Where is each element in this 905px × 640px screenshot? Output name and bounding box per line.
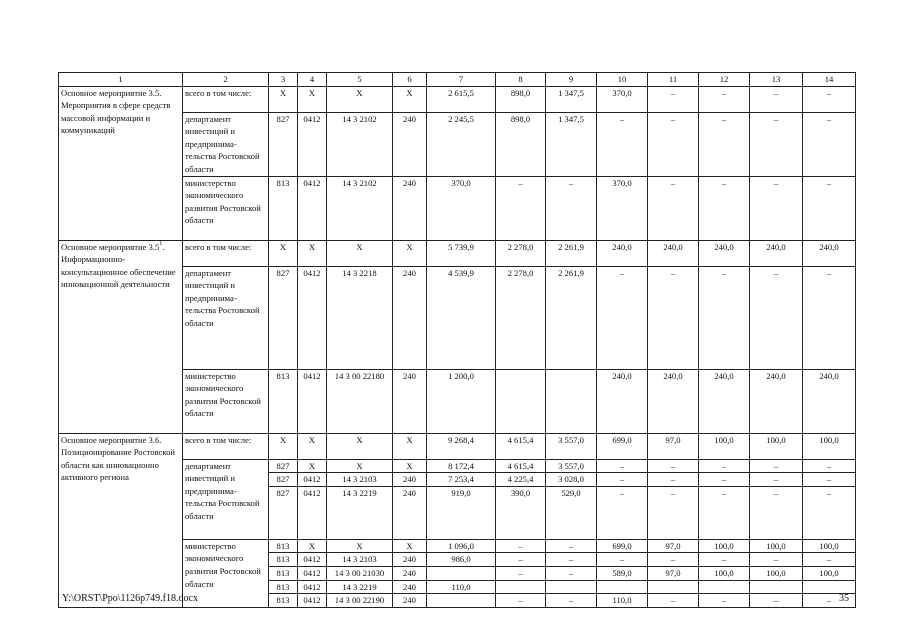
value-cell: 0412 [298, 553, 327, 567]
value-cell: X [298, 240, 327, 266]
value-cell: 240 [393, 566, 427, 580]
value-cell: 0412 [298, 112, 327, 176]
value-cell [803, 580, 856, 594]
value-cell: – [803, 459, 856, 473]
value-cell: 0412 [298, 266, 327, 369]
value-cell: 1 096,0 [427, 539, 496, 553]
value-cell: – [699, 176, 750, 240]
value-cell: X [269, 86, 298, 112]
value-cell: 813 [269, 369, 298, 433]
value-cell: 14 3 00 22190 [327, 594, 393, 608]
value-cell: 2 261,9 [546, 240, 597, 266]
executor-label: всего в том числе: [183, 433, 269, 459]
value-cell: – [699, 473, 750, 487]
column-number-header: 13 [750, 73, 803, 87]
value-cell: 3 028,0 [546, 473, 597, 487]
value-cell: – [597, 459, 648, 473]
value-cell: 370,0 [597, 176, 648, 240]
column-number-header: 5 [327, 73, 393, 87]
value-cell: 4 615,4 [496, 433, 546, 459]
value-cell: 813 [269, 580, 298, 594]
value-cell: 100,0 [699, 539, 750, 553]
executor-label: министерство экономического развития Ростовской области [183, 369, 269, 433]
value-cell: 699,0 [597, 539, 648, 553]
value-cell: 813 [269, 594, 298, 608]
column-number-header: 14 [803, 73, 856, 87]
executor-label: департамент инвестиций и предпринима-тельства Ростовской области [183, 266, 269, 369]
value-cell: 0412 [298, 580, 327, 594]
value-cell: 100,0 [803, 539, 856, 553]
value-cell: X [327, 433, 393, 459]
value-cell: X [298, 459, 327, 473]
value-cell: – [648, 486, 699, 539]
value-cell: 529,0 [546, 486, 597, 539]
value-cell: 110,0 [597, 594, 648, 608]
value-cell: 813 [269, 176, 298, 240]
value-cell: 0412 [298, 594, 327, 608]
value-cell [750, 580, 803, 594]
value-cell: 14 3 2102 [327, 112, 393, 176]
value-cell: – [699, 553, 750, 567]
value-cell: 240 [393, 369, 427, 433]
value-cell: 813 [269, 539, 298, 553]
value-cell: 370,0 [597, 86, 648, 112]
column-number-header: 3 [269, 73, 298, 87]
value-cell: 2 245,5 [427, 112, 496, 176]
value-cell: – [597, 486, 648, 539]
value-cell: X [298, 86, 327, 112]
value-cell: 100,0 [750, 566, 803, 580]
value-cell: – [496, 566, 546, 580]
value-cell: 3 557,0 [546, 459, 597, 473]
table-row [59, 86, 856, 112]
value-cell: X [298, 539, 327, 553]
value-cell: – [597, 112, 648, 176]
value-cell: X [393, 86, 427, 112]
value-cell: X [327, 459, 393, 473]
value-cell: 14 3 2103 [327, 553, 393, 567]
value-cell: 240,0 [648, 240, 699, 266]
value-cell: 240 [393, 473, 427, 487]
value-cell: 0412 [298, 473, 327, 487]
table-row [59, 433, 856, 459]
value-cell: 240,0 [597, 369, 648, 433]
value-cell: 986,0 [427, 553, 496, 567]
column-number-header: 8 [496, 73, 546, 87]
value-cell [597, 580, 648, 594]
value-cell: X [327, 86, 393, 112]
column-number-header: 6 [393, 73, 427, 87]
value-cell [427, 566, 496, 580]
column-number-header: 2 [183, 73, 269, 87]
value-cell: 1 200,0 [427, 369, 496, 433]
value-cell: – [648, 176, 699, 240]
value-cell: – [750, 86, 803, 112]
column-number-header: 9 [546, 73, 597, 87]
value-cell: – [496, 594, 546, 608]
value-cell: – [750, 266, 803, 369]
value-cell: – [648, 473, 699, 487]
value-cell: 919,0 [427, 486, 496, 539]
value-cell: 110,0 [427, 580, 496, 594]
value-cell: – [750, 459, 803, 473]
value-cell: – [648, 553, 699, 567]
value-cell: 240 [393, 112, 427, 176]
value-cell: 14 3 00 21030 [327, 566, 393, 580]
column-number-header: 1 [59, 73, 183, 87]
value-cell: – [546, 539, 597, 553]
value-cell: X [298, 433, 327, 459]
value-cell: – [750, 112, 803, 176]
value-cell: 240 [393, 176, 427, 240]
value-cell: X [269, 240, 298, 266]
value-cell: X [393, 240, 427, 266]
value-cell: 827 [269, 266, 298, 369]
value-cell: – [597, 553, 648, 567]
value-cell [546, 369, 597, 433]
value-cell: – [648, 112, 699, 176]
value-cell: – [803, 486, 856, 539]
value-cell: – [496, 553, 546, 567]
value-cell: X [393, 433, 427, 459]
value-cell: 240,0 [750, 369, 803, 433]
value-cell: X [269, 433, 298, 459]
value-cell: 813 [269, 566, 298, 580]
activity-title: Основное мероприятие 3.6. Позиционирование Ростовской области как инновационно активного региона [59, 433, 183, 607]
executor-label: всего в том числе: [183, 86, 269, 112]
activity-title-main: Основное мероприятие 3.5 [61, 241, 160, 252]
value-cell [496, 369, 546, 433]
value-cell: – [803, 266, 856, 369]
value-cell: 0412 [298, 566, 327, 580]
value-cell: 240,0 [750, 240, 803, 266]
value-cell: 97,0 [648, 539, 699, 553]
value-cell: – [648, 86, 699, 112]
executor-label: всего в том числе: [183, 240, 269, 266]
value-cell: 100,0 [750, 433, 803, 459]
activity-title: Основное мероприятие 3.5. Мероприятия в сфере средств массовой информации и коммуникаций [59, 86, 183, 240]
executor-label: департамент инвестиций и предпринима-тельства Ростовской области [183, 112, 269, 176]
value-cell: 97,0 [648, 566, 699, 580]
value-cell: 898,0 [496, 86, 546, 112]
value-cell: 240 [393, 580, 427, 594]
value-cell: – [496, 539, 546, 553]
value-cell: – [803, 176, 856, 240]
value-cell: – [699, 486, 750, 539]
value-cell: – [803, 594, 856, 608]
activity-title-superscript: 1 [159, 240, 163, 247]
value-cell: 240 [393, 594, 427, 608]
value-cell: 827 [269, 459, 298, 473]
value-cell: 2 278,0 [496, 266, 546, 369]
value-cell: 240 [393, 486, 427, 539]
value-cell: 589,0 [597, 566, 648, 580]
value-cell: 8 172,4 [427, 459, 496, 473]
value-cell: – [546, 594, 597, 608]
column-number-header: 7 [427, 73, 496, 87]
value-cell [699, 580, 750, 594]
value-cell: 2 261,9 [546, 266, 597, 369]
column-number-header: 12 [699, 73, 750, 87]
value-cell: – [750, 594, 803, 608]
value-cell: – [750, 553, 803, 567]
value-cell: 827 [269, 112, 298, 176]
value-cell: 9 268,4 [427, 433, 496, 459]
activity-title-rest: . Информационно-консультационное обеспечение инновационной деятельности [61, 241, 176, 290]
value-cell: – [597, 266, 648, 369]
executor-label: министерство экономического развития Ростовской области [183, 539, 269, 607]
value-cell: – [699, 86, 750, 112]
value-cell: 7 253,4 [427, 473, 496, 487]
value-cell: 898,0 [496, 112, 546, 176]
executor-label: министерство экономического развития Ростовской области [183, 176, 269, 240]
column-number-header: 10 [597, 73, 648, 87]
value-cell: 240,0 [597, 240, 648, 266]
value-cell: – [803, 112, 856, 176]
value-cell: – [496, 176, 546, 240]
value-cell: 0412 [298, 176, 327, 240]
value-cell: 240,0 [803, 369, 856, 433]
footer-page-number: 35 [839, 593, 849, 604]
value-cell: 100,0 [803, 566, 856, 580]
value-cell: – [750, 176, 803, 240]
value-cell: 240,0 [803, 240, 856, 266]
value-cell: 14 3 00 22180 [327, 369, 393, 433]
value-cell: 14 3 2219 [327, 486, 393, 539]
value-cell: 4 539,9 [427, 266, 496, 369]
value-cell: 14 3 2103 [327, 473, 393, 487]
value-cell: – [750, 473, 803, 487]
value-cell: – [648, 266, 699, 369]
column-number-header: 4 [298, 73, 327, 87]
value-cell: 14 3 2219 [327, 580, 393, 594]
value-cell: X [393, 459, 427, 473]
value-cell: – [803, 86, 856, 112]
header-row [59, 73, 856, 87]
executor-label: департамент инвестиций и предпринима-тельства Ростовской области [183, 459, 269, 539]
footer-file-path: Y:\ORST\Ppo\1126p749.f18.docx [62, 593, 198, 604]
value-cell: 100,0 [750, 539, 803, 553]
value-cell: 240 [393, 553, 427, 567]
value-cell: 14 3 2102 [327, 176, 393, 240]
value-cell: 2 278,0 [496, 240, 546, 266]
value-cell: 240,0 [699, 369, 750, 433]
activity-title [59, 240, 183, 433]
value-cell: 699,0 [597, 433, 648, 459]
value-cell: 240 [393, 266, 427, 369]
value-cell: 1 347,5 [546, 112, 597, 176]
value-cell: X [327, 539, 393, 553]
value-cell: – [750, 486, 803, 539]
value-cell: 0412 [298, 369, 327, 433]
column-number-header: 11 [648, 73, 699, 87]
value-cell [496, 580, 546, 594]
table-row [59, 240, 856, 266]
value-cell: 100,0 [699, 566, 750, 580]
value-cell: 370,0 [427, 176, 496, 240]
value-cell: 1 347,5 [546, 86, 597, 112]
value-cell: 4 615,4 [496, 459, 546, 473]
value-cell: – [803, 473, 856, 487]
value-cell [546, 580, 597, 594]
value-cell: – [648, 594, 699, 608]
value-cell: 240,0 [648, 369, 699, 433]
value-cell: – [648, 459, 699, 473]
value-cell: 390,0 [496, 486, 546, 539]
value-cell: 5 739,9 [427, 240, 496, 266]
value-cell [648, 580, 699, 594]
value-cell: – [699, 112, 750, 176]
value-cell: 100,0 [699, 433, 750, 459]
value-cell: – [699, 594, 750, 608]
value-cell: 827 [269, 486, 298, 539]
value-cell: X [327, 240, 393, 266]
value-cell: 97,0 [648, 433, 699, 459]
value-cell: – [546, 176, 597, 240]
value-cell: – [546, 566, 597, 580]
value-cell: – [699, 266, 750, 369]
value-cell: 4 225,4 [496, 473, 546, 487]
value-cell: 813 [269, 553, 298, 567]
value-cell: X [393, 539, 427, 553]
value-cell: 100,0 [803, 433, 856, 459]
value-cell: – [803, 553, 856, 567]
value-cell: – [597, 473, 648, 487]
value-cell [427, 594, 496, 608]
value-cell: 827 [269, 473, 298, 487]
value-cell: 3 557,0 [546, 433, 597, 459]
value-cell: – [699, 459, 750, 473]
budget-table [58, 72, 856, 608]
value-cell: 14 3 2218 [327, 266, 393, 369]
value-cell: 240,0 [699, 240, 750, 266]
value-cell: – [546, 553, 597, 567]
value-cell: 2 615,5 [427, 86, 496, 112]
value-cell: 0412 [298, 486, 327, 539]
